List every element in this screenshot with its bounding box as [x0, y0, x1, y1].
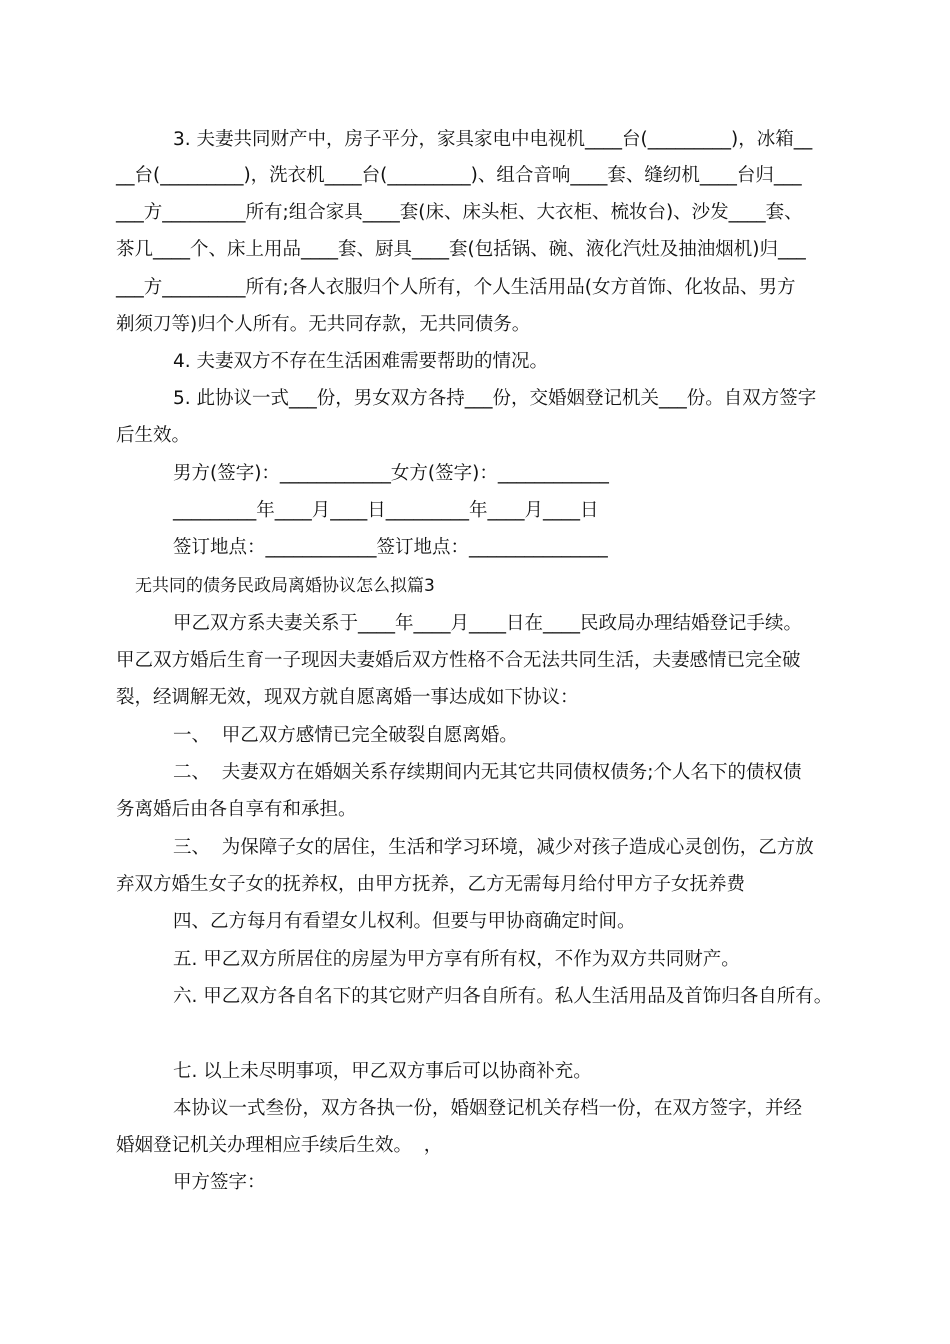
signing-places-line: 签订地点：____________签订地点：_______________: [173, 537, 608, 558]
dates-line: _________年____月____日_________年____月____日: [173, 500, 599, 521]
item-3-line-2: 弃双方婚生女子女的抚养权，由甲方抚养，乙方无需每月给付甲方子女抚养费: [116, 874, 746, 895]
item-7: 七. 以上未尽明事项，甲乙双方事后可以协商补充。: [173, 1061, 592, 1082]
clause-3-line-1: 3. 夫妻共同财产中，房子平分，家具家电中电视机____台(_________)，冰箱__: [173, 129, 813, 150]
closing-line-2: 婚姻登记机关办理相应手续后生效。 ，: [116, 1135, 443, 1156]
item-4: 四、乙方每月有看望女儿权利。但要与甲协商确定时间。: [173, 911, 636, 932]
clause-5-line-2: 后生效。: [116, 425, 191, 446]
item-2-line-1: 二、 夫妻双方在婚姻关系存续期间内无其它共同债权债务;个人名下的债权债: [173, 762, 802, 783]
party-a-signature-label: 甲方签字：: [173, 1172, 266, 1193]
item-3-line-1: 三、 为保障子女的居住，生活和学习环境，减少对孩子造成心灵创伤，乙方放: [173, 837, 814, 858]
clause-3-line-4: 茶几____个、床上用品____套、厨具____套(包括锅、碗、液化汽灶及抽油烟机)归___: [116, 239, 806, 260]
clause-3-line-3: ___方_________所有;组合家具____套(床、床头柜、大衣柜、梳妆台)、沙发____套、: [116, 202, 803, 223]
section-title: 无共同的债务民政局离婚协议怎么拟篇3: [135, 576, 435, 596]
clause-3-line-5: ___方_________所有;各人衣服归个人所有，个人生活用品(女方首饰、化妆品、男方: [116, 277, 796, 298]
intro-line-2: 甲乙双方婚后生育一子现因夫妻婚后双方性格不合无法共同生活，夫妻感情已完全破: [116, 650, 801, 671]
clause-4: 4. 夫妻双方不存在生活困难需要帮助的情况。: [173, 351, 549, 372]
intro-line-1: 甲乙双方系夫妻关系于____年____月____日在____民政局办理结婚登记手续。: [173, 613, 803, 634]
signers-line: 男方(签字)：____________女方(签字)：____________: [173, 463, 609, 484]
intro-line-3: 裂，经调解无效，现双方就自愿离婚一事达成如下协议：: [116, 687, 579, 708]
item-2-line-2: 务离婚后由各自享有和承担。: [116, 799, 357, 820]
closing-line-1: 本协议一式叁份，双方各执一份，婚姻登记机关存档一份，在双方签字，并经: [173, 1098, 803, 1119]
item-1: 一、 甲乙双方感情已完全破裂自愿离婚。: [173, 725, 518, 746]
clause-3-line-2: __台(_________)，洗衣机____台(_________)、组合音响____套、缝纫机____台归___: [116, 165, 802, 186]
item-5: 五. 甲乙双方所居住的房屋为甲方享有所有权，不作为双方共同财产。: [173, 949, 740, 970]
clause-3-line-6: 剃须刀等)归个人所有。无共同存款，无共同债务。: [116, 314, 531, 335]
clause-5-line-1: 5. 此协议一式___份，男女双方各持___份，交婚姻登记机关___份。自双方签字: [173, 388, 817, 409]
item-6: 六. 甲乙双方各自名下的其它财产归各自所有。私人生活用品及首饰归各自所有。: [173, 986, 833, 1007]
